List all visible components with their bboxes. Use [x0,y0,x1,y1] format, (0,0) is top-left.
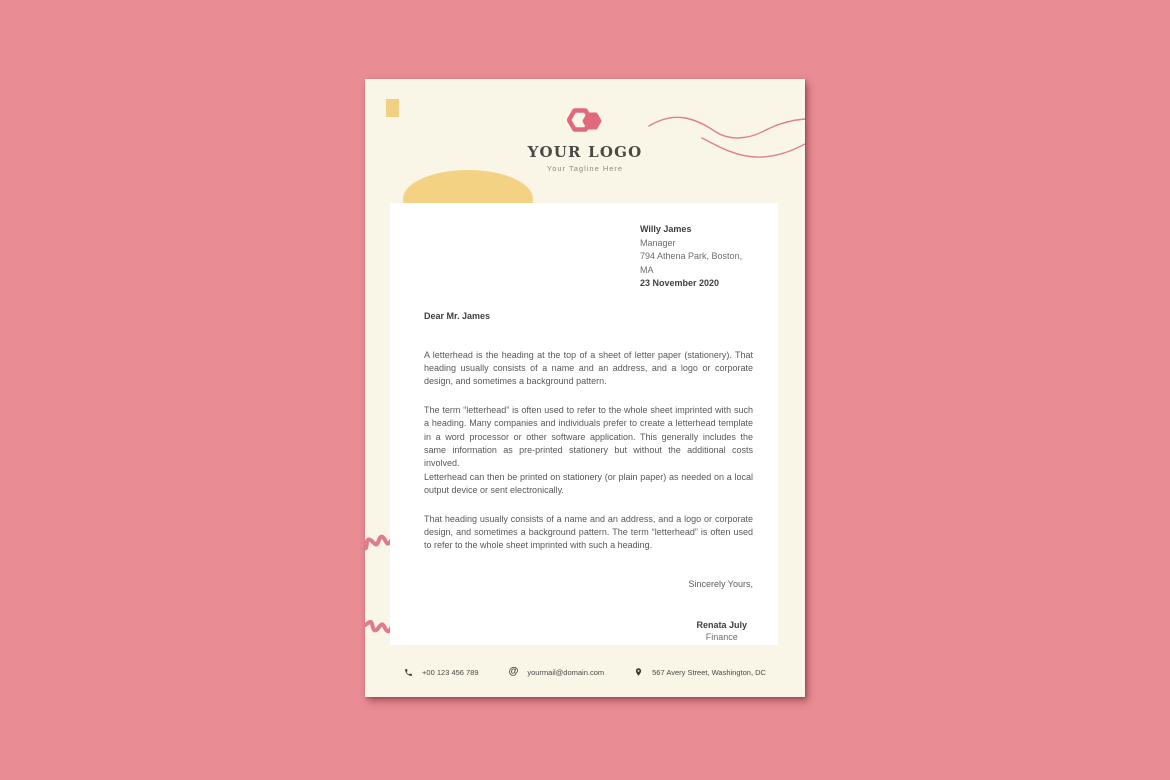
recipient-name: Willy James [640,224,692,234]
footer-email [509,667,605,677]
footer-address-text: 567 Avery Street, Washington, DC [652,667,766,677]
letter-body [424,349,753,553]
logo-tagline: Your Tagline Here [546,164,624,173]
footer-phone-text: +00 123 456 789 [422,667,479,677]
contact-footer [365,667,805,677]
footer-phone [404,668,479,677]
footer-email-text: yourmail@domain.com [527,667,605,677]
paragraph: A letterhead is the heading at the top of a sheet of letter paper (stationery). That heading usually consists of a name and an address, and a logo or corporate design, and sometimes a background pattern. [424,349,753,387]
logo-name: YOUR LOGO [527,143,643,161]
phone-icon [404,668,413,677]
recipient-address: 794 Athena Park, Boston, MA [640,251,743,275]
paragraph: The term “letterhead” is often used to refer to the whole sheet imprinted with such a heading. Many companies and individuals prefer to create a letterhead template in a word processor or other software application. This generally includes the same information as pre-printed stationery but without the additional costs involved. [424,404,753,469]
paragraph: Letterhead can then be printed on stationery (or plain paper) as needed on a local output device or sent electronically. [424,471,753,496]
letter-date: 23 November 2020 [640,278,720,288]
letterhead-paper [365,79,805,697]
signature-block [424,620,753,642]
letter-panel [390,203,778,645]
closing-line: Sincerely Yours, [688,578,753,589]
logo-block [365,107,805,173]
salutation: Dear Mr. James [424,310,491,321]
signature-title: Finance [705,631,738,642]
recipient-block [640,223,753,291]
footer-address [634,667,766,677]
hexagon-logo-icon [567,107,603,135]
at-icon: @ [508,666,519,677]
location-pin-icon [634,667,643,677]
recipient-title: Manager [640,237,676,248]
signature-name: Renata July [696,619,747,630]
paragraph: That heading usually consists of a name and an address, and a logo or corporate design, and sometimes a background pattern. The term “letterhead” is often used to refer to the whole sheet imprinted with such a heading. [424,513,753,551]
